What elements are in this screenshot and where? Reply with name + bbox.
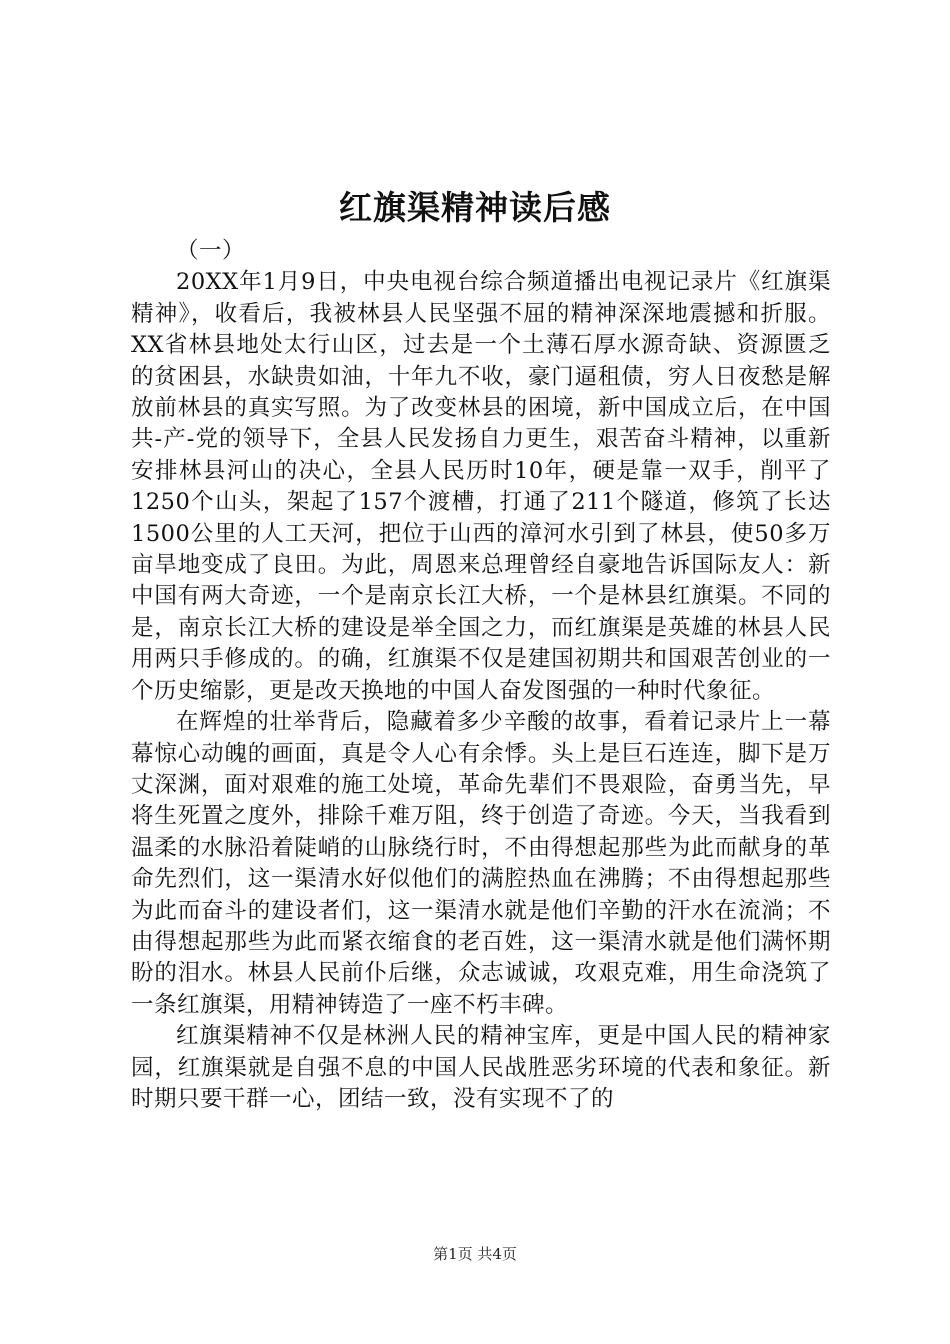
section-label: （一） — [176, 238, 246, 264]
document-title: 红旗渠精神读后感 — [339, 188, 611, 227]
page-number-footer: 第1页 共4页 — [433, 1245, 517, 1263]
paragraph: 20XX年1月9日，中央电视台综合频道播出电视记录片《红旗渠精神》，收看后，我被林县人民坚强不屈的精神深深地震撼和折服。XX省林县地处太行山区，过去是一个土薄石厚水源奇缺、资源匮乏的贫困县，水缺贵如油，十年九不收，豪门逼租债，穷人日夜愁是解放前林县的真实写照。为了改变林县的困境，新中国成立后，在中国共-产-党的领导下，全县人民发扬自力更生，艰苦奋斗精神，以重新安排林县河山的决心，全县人民历时10年，硬是靠一双手，削平了1250个山头，架起了157个渡槽，打通了211个隧道，修筑了长达1500公里的人工天河，把位于山西的漳河水引到了林县，使50多万亩旱地变成了良田。为此，周恩来总理曾经自豪地告诉国际友人：新中国有两大奇迹，一个是南京长江大桥，一个是林县红旗渠。不同的是，南京长江大桥的建设是举全国之力，而红旗渠是英雄的林县人民用两只手修成的。的确，红旗渠不仅是建国初期共和国艰苦创业的一个历史缩影，更是改天换地的中国人奋发图强的一种时代象征。 — [131, 269, 831, 704]
document-body — [131, 236, 831, 1115]
paragraph: 在辉煌的壮举背后，隐藏着多少辛酸的故事，看着记录片上一幕幕惊心动魄的画面，真是令人心有余悸。头上是巨石连连，脚下是万丈深渊，面对艰难的施工处境，革命先辈们不畏艰险，奋勇当先，早将生死置之度外，排除千难万阻，终于创造了奇迹。今天，当我看到温柔的水脉沿着陡峭的山脉绕行时，不由得想起那些为此而献身的革命先烈们，这一渠清水好似他们的满腔热血在沸腾；不由得想起那些为此而奋斗的建设者们，这一渠清水就是他们辛勤的汗水在流淌；不由得想起那些为此而紧衣缩食的老百姓，这一渠清水就是他们满怀期盼的泪水。林县人民前仆后继，众志诚诚，攻艰克难，用生命浇筑了一条红旗渠，用精神铸造了一座不朽丰碑。 — [131, 709, 831, 1018]
paragraph: 红旗渠精神不仅是林洲人民的精神宝库，更是中国人民的精神家园，红旗渠就是自强不息的中国人民战胜恶劣环境的代表和象征。新时期只要干群一心，团结一致，没有实现不了的 — [131, 1023, 831, 1112]
